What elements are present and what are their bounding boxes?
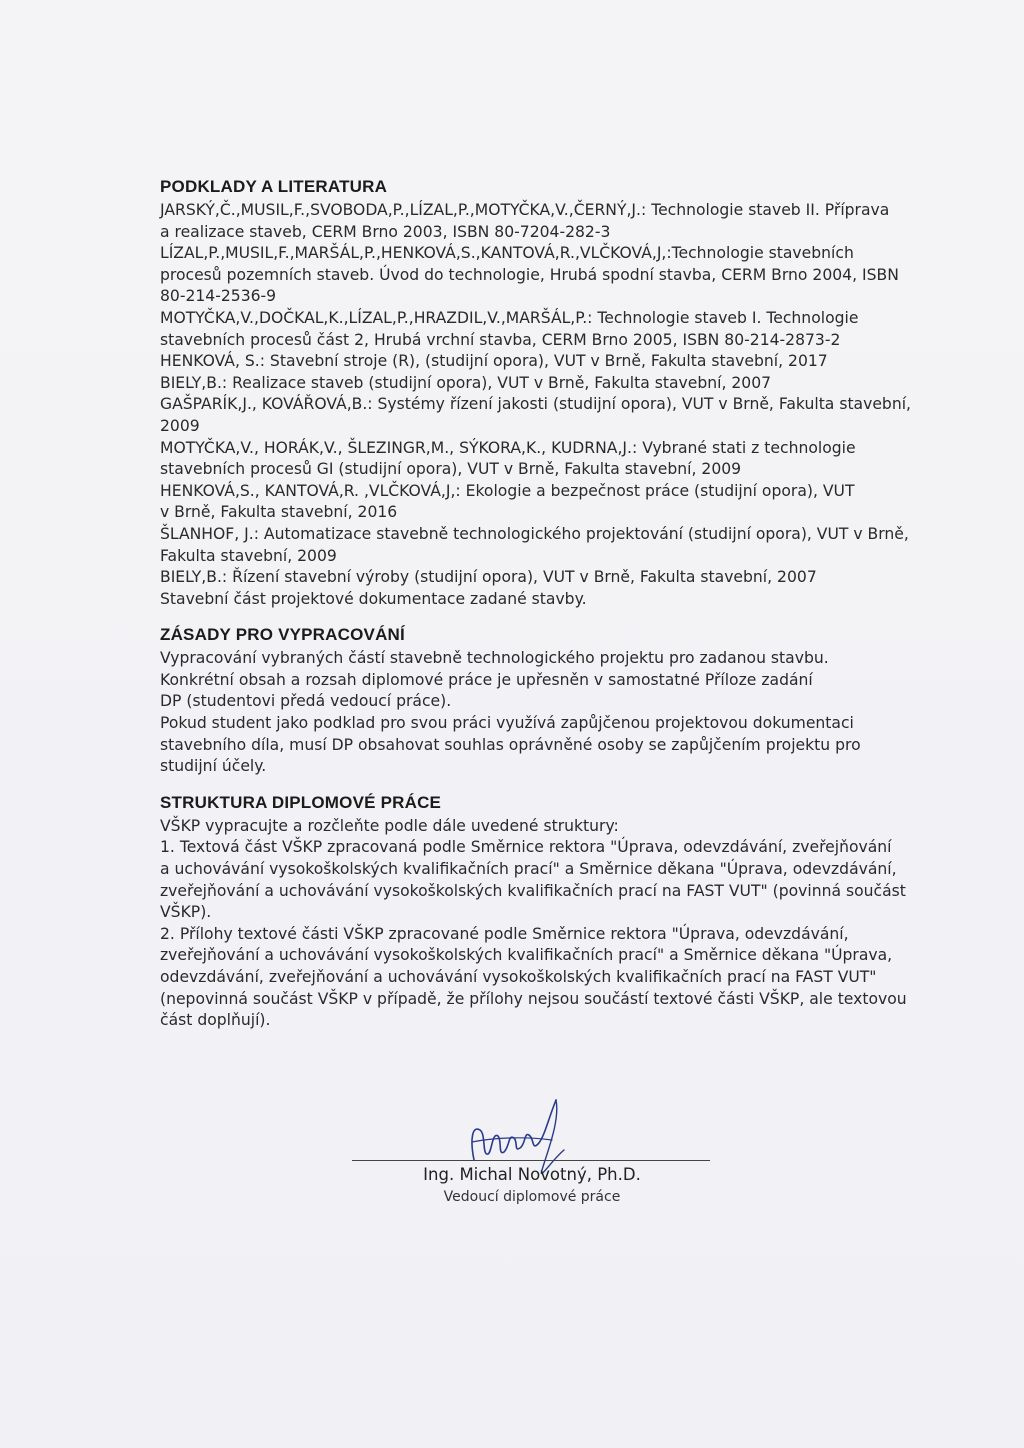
document-content [160,176,920,1046]
literature-line: GAŠPARÍK,J., KOVÁŘOVÁ,B.: Systémy řízení jakosti (studijní opora), VUT v Brně, Fakulta stavební, [160,395,912,414]
principles-line: stavebního díla, musí DP obsahovat souhlas oprávněné osoby se zapůjčením projektu pro [160,735,861,754]
structure-line: zveřejňování a uchovávání vysokoškolských kvalifikačních prací" a Směrnice děkana "Úprava, [160,946,893,965]
principles-line: Vypracování vybraných částí stavebně technologického projektu pro zadanou stavbu. [160,649,829,668]
structure-text [160,816,920,1032]
principles-line: DP (studentovi předá vedoucí práce). [160,692,452,711]
structure-line: 1. Textová část VŠKP zpracovaná podle Směrnice rektora "Úprava, odevzdávání, zveřejňování [160,838,892,857]
structure-line: část doplňují). [160,1011,271,1030]
literature-line: ŠLANHOF, J.: Automatizace stavebně technologického projektování (studijní opora), VUT v Brně, [160,524,909,543]
literature-section [160,176,920,610]
principles-text [160,648,920,778]
literature-line: stavebních procesů část 2, Hrubá vrchní stavba, CERM Brno 2005, ISBN 80-214-2873-2 [160,330,841,349]
structure-line: (nepovinná součást VŠKP v případě, že přílohy nejsou součástí textové části VŠKP, ale textovou [160,989,907,1008]
structure-line: VŠKP). [160,903,212,922]
structure-line: odevzdávání, zveřejňování a uchovávání vysokoškolských kvalifikačních prací na FAST VUT" [160,968,877,986]
structure-section [160,792,920,1032]
literature-line: BIELY,B.: Realizace staveb (studijní opora), VUT v Brně, Fakulta stavební, 2007 [160,373,772,392]
principles-line: Konkrétní obsah a rozsah diplomové práce je upřesněn v samostatné Příloze zadání [160,670,813,689]
structure-line: 2. Přílohy textové části VŠKP zpracované podle Směrnice rektora "Úprava, odevzdávání, [160,924,849,943]
literature-line: HENKOVÁ, S.: Stavební stroje (R), (studijní opora), VUT v Brně, Fakulta stavební, 2017 [160,352,828,371]
principles-heading: ZÁSADY PRO VYPRACOVÁNÍ [160,625,405,645]
structure-line: a uchovávání vysokoškolských kvalifikačních prací" a Směrnice děkana "Úprava, odevzdávání, [160,860,897,879]
literature-line: v Brně, Fakulta stavební, 2016 [160,503,398,522]
literature-line: MOTYČKA,V.,DOČKAL,K.,LÍZAL,P.,HRAZDIL,V.,MARŠÁL,P.: Technologie staveb I. Technologie [160,308,859,327]
supervisor-name: Ing. Michal Novotný, Ph.D. [423,1165,641,1184]
signature-line [352,1160,710,1161]
literature-line: 2009 [160,416,200,435]
literature-line: procesů pozemních staveb. Úvod do technologie, Hrubá spodní stavba, CERM Brno 2004, ISBN [160,265,899,284]
literature-list [160,200,920,610]
principles-line: Pokud student jako podklad pro svou práci využívá zapůjčenou projektovou dokumentaci [160,714,854,733]
literature-line: 80-214-2536-9 [160,287,277,306]
structure-line: VŠKP vypracujte a rozčleňte podle dále uvedené struktury: [160,816,619,835]
principles-section [160,624,920,778]
literature-heading: PODKLADY A LITERATURA [160,177,388,196]
principles-line: studijní účely. [160,757,267,776]
literature-line: JARSKÝ,Č.,MUSIL,F.,SVOBODA,P.,LÍZAL,P.,MOTYČKA,V.,ČERNÝ,J.: Technologie staveb II. Příprava [160,201,890,219]
literature-line: stavebních procesů GI (studijní opora), VUT v Brně, Fakulta stavební, 2009 [160,460,742,479]
literature-line: HENKOVÁ,S., KANTOVÁ,R. ,VLČKOVÁ,J,: Ekologie a bezpečnost práce (studijní opora), VUT [160,481,855,500]
literature-line: LÍZAL,P.,MUSIL,F.,MARŠÁL,P.,HENKOVÁ,S.,KANTOVÁ,R.,VLČKOVÁ,J,:Technologie stavebních [160,244,854,263]
supervisor-role: Vedoucí diplomové práce [443,1189,621,1205]
literature-line: a realizace staveb, CERM Brno 2003, ISBN 80-7204-282-3 [160,222,611,241]
literature-line: Stavební část projektové dokumentace zadané stavby. [160,589,587,608]
literature-line: BIELY,B.: Řízení stavební výroby (studijní opora), VUT v Brně, Fakulta stavební, 2007 [160,568,817,587]
literature-line: MOTYČKA,V., HORÁK,V., ŠLEZINGR,M., SÝKORA,K., KUDRNA,J.: Vybrané stati z technologie [160,438,856,457]
literature-line: Fakulta stavební, 2009 [160,546,337,565]
structure-line: zveřejňování a uchovávání vysokoškolských kvalifikačních prací na FAST VUT" (povinná součást [160,881,906,900]
signature-block [352,1090,712,1220]
structure-heading: STRUKTURA DIPLOMOVÉ PRÁCE [160,792,442,812]
